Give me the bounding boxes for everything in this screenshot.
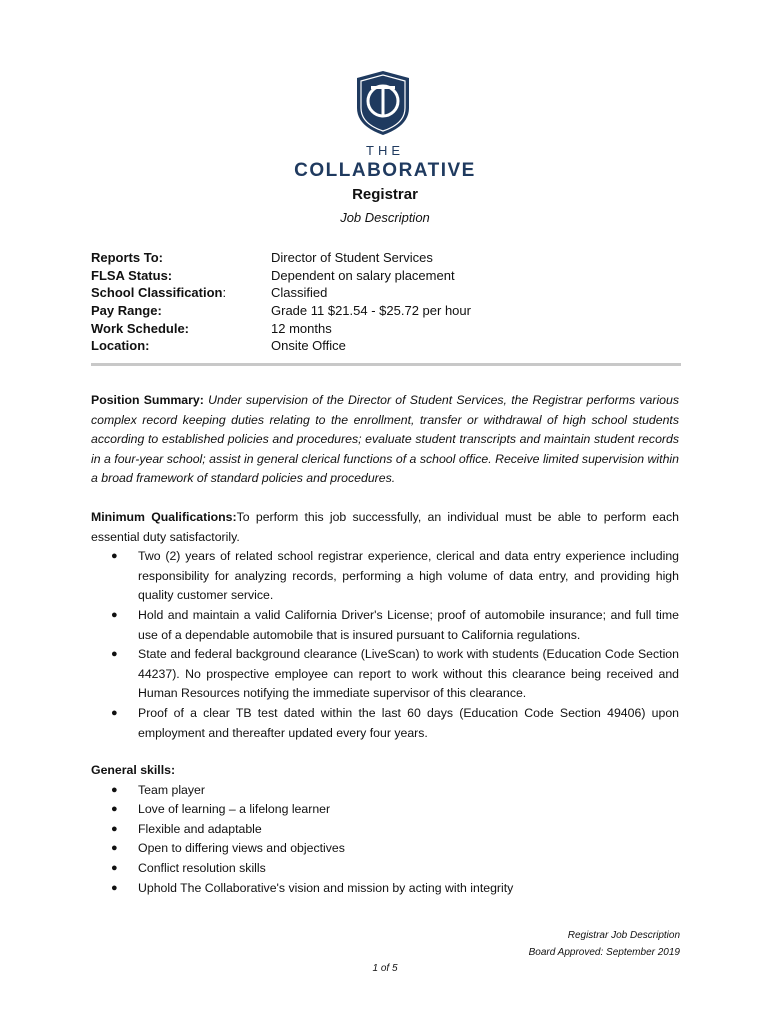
minimum-qualifications-intro-text: To perform this job successfully, an individual must be able to perform each essential duty satisfactorily. (91, 510, 680, 544)
minimum-qualifications-intro (91, 508, 679, 547)
info-row-work-schedule (91, 320, 471, 338)
skills-list (91, 781, 679, 899)
list-item: ● Love of learning – a lifelong learner (91, 800, 679, 820)
minimum-qualifications (91, 508, 679, 743)
bullet-icon: ● (111, 706, 118, 719)
bullet-icon: ● (111, 550, 118, 563)
info-label: School Classification (91, 285, 223, 301)
general-skills (91, 761, 679, 898)
info-value: Classified (271, 285, 328, 301)
bullet-icon: ● (111, 608, 118, 621)
position-summary-text: Under supervision of the Director of Student Services, the Registrar performs various complex record keeping duties relating to the enrollment, transfer or withdrawal of high school students according to established policies and procedures; evaluate student transcripts and maintain student records in a four-year school; assist in general clerical functions of a school office. Receive limited supervision within a broad framework of standard policies and procedures. (91, 393, 679, 486)
footer-document-name: Registrar Job Description (567, 930, 680, 941)
bullet-icon: ● (111, 822, 118, 835)
info-label: Work Schedule: (91, 320, 190, 336)
brand-name: COLLABORATIVE (294, 160, 476, 181)
info-value: Grade 11 $21.54 - $25.72 per hour (271, 303, 471, 319)
list-item: ● Conflict resolution skills (91, 859, 679, 879)
list-item: ● Hold and maintain a valid California Driver's License; proof of automobile insurance; and full time use of a dependable automobile that is insured pursuant to California regulations. (111, 607, 679, 642)
qualifications-list (91, 547, 679, 743)
position-summary (91, 391, 679, 489)
page-number: 1 of 5 (372, 963, 398, 974)
info-label-wrapper (91, 284, 271, 302)
list-item: ● State and federal background clearance (LiveScan) to work with students (Education Code Section 44237). No prospective employee can report to work without this clearance being received and Human Resources notifying the immediate supervisor of this clearance. (111, 647, 679, 701)
info-label-suffix: : (222, 285, 227, 301)
info-row-location (91, 337, 471, 355)
bullet-icon: ● (111, 803, 118, 816)
info-label: Location: (91, 338, 150, 354)
list-item: ● Flexible and adaptable (91, 820, 679, 840)
bullet-icon: ● (111, 842, 118, 855)
section-divider (91, 363, 681, 366)
info-value: Onsite Office (271, 338, 346, 354)
bullet-icon: ● (111, 881, 118, 894)
bullet-icon: ● (111, 861, 118, 874)
info-label: Reports To: (91, 250, 163, 265)
document-title: Registrar (352, 186, 418, 203)
info-value: Director of Student Services (271, 250, 433, 265)
info-label: Pay Range: (91, 303, 162, 319)
list-item: ● Uphold The Collaborative's vision and mission by acting with integrity (91, 879, 679, 899)
collaborative-crest-logo (355, 70, 411, 136)
info-row-pay-range (91, 302, 471, 320)
document-subtitle: Job Description (340, 210, 430, 225)
minimum-qualifications-heading: Minimum Qualifications: (91, 510, 237, 524)
general-skills-heading: General skills: (91, 763, 176, 777)
info-row-reports-to (91, 249, 471, 267)
position-summary-heading: Position Summary: (91, 393, 204, 407)
info-row-flsa-status (91, 267, 471, 285)
brand-the: THE (366, 143, 404, 158)
bullet-icon: ● (111, 783, 118, 796)
list-item: ● Proof of a clear TB test dated within the last 60 days (Education Code Section 49406) upon employment and thereafter updated every four years. (111, 705, 679, 740)
list-item: ● Two (2) years of related school registrar experience, clerical and data entry experience including responsibility for analyzing records, performing a high volume of data entry, and providing high quality customer service. (111, 549, 679, 603)
info-label: FLSA Status: (91, 267, 173, 283)
info-value: 12 months (271, 320, 332, 336)
position-info-table (91, 249, 471, 355)
list-item: ● Team player (91, 781, 679, 801)
footer-approval-date: Board Approved: September 2019 (528, 947, 680, 958)
bullet-icon: ● (111, 648, 118, 661)
info-value: Dependent on salary placement (271, 267, 455, 283)
list-item: ● Open to differing views and objectives (91, 839, 679, 859)
info-row-school-classification (91, 284, 471, 302)
